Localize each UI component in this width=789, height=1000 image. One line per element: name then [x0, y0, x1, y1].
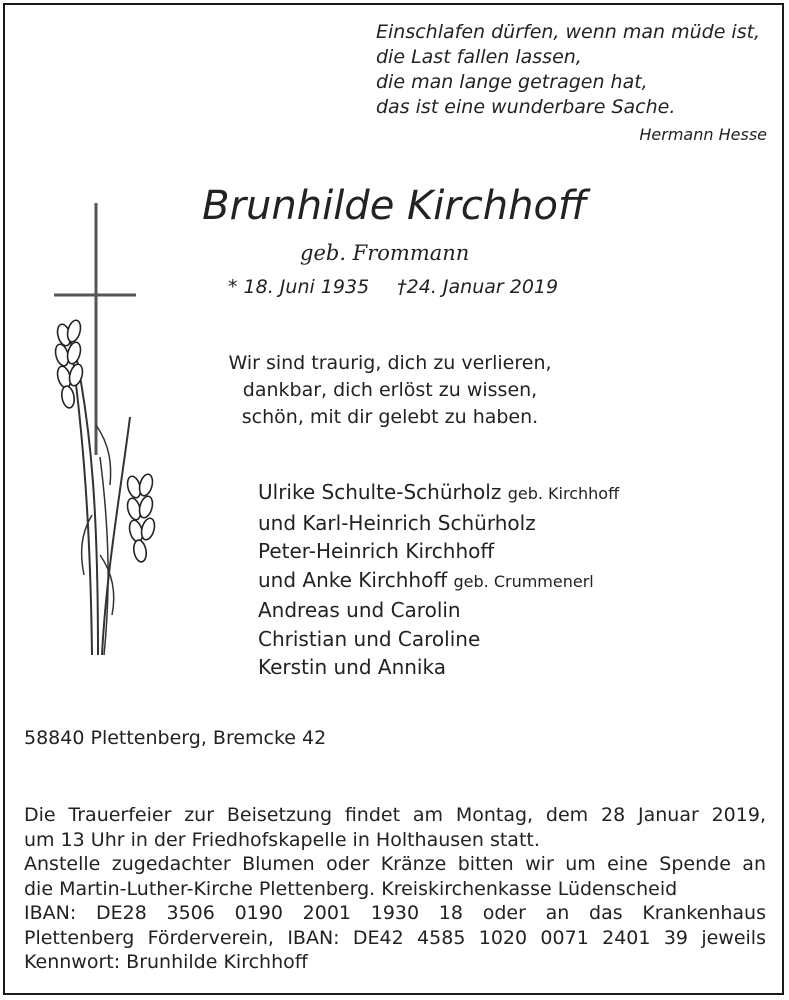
address: 58840 Plettenberg, Bremcke 42 — [24, 727, 327, 749]
motto-line: schön, mit dir gelebt zu haben. — [241, 406, 539, 428]
quote-line: die man lange getragen hat, — [376, 71, 648, 93]
motto-line: dankbar, dich erlöst zu wissen, — [242, 379, 538, 401]
notice-line: IBAN: DE28 3506 0190 2001 1930 18 oder an das Krankenhaus — [24, 902, 766, 924]
birth-name: geb. Frommann — [300, 241, 470, 265]
notice-line: die Martin-Luther-Kirche Plettenberg. Kreiskirchenkasse Lüdenscheid — [24, 877, 678, 900]
mourners-list — [258, 478, 619, 682]
mourner: Peter-Heinrich Kirchhoff — [258, 539, 495, 563]
life-dates — [228, 276, 558, 298]
quote-line: Einschlafen dürfen, wenn man müde ist, — [376, 21, 761, 43]
mourner-note: geb. Crummenerl — [453, 571, 594, 591]
birth-date: * 18. Juni 1935 — [228, 276, 370, 298]
notice-line: Anstelle zugedachter Blumen oder Kränze bitten wir um eine Spende an — [24, 853, 766, 875]
motto-line: Wir sind traurig, dich zu verlieren, — [228, 352, 552, 374]
deceased-name-text: Brunhilde Kirchhoff — [202, 183, 587, 229]
quote-line: die Last fallen lassen, — [376, 46, 582, 68]
quote-author: Hermann Hesse — [639, 125, 767, 144]
mourner: Kerstin und Annika — [258, 655, 446, 679]
mourner: Christian und Caroline — [258, 626, 481, 651]
quote-line: das ist eine wunderbare Sache. — [376, 96, 676, 118]
mourner-note: geb. Kirchhoff — [507, 484, 620, 503]
death-date: †24. Januar 2019 — [397, 276, 559, 298]
mourner: und Anke Kirchhoff geb. Crummenerl — [258, 567, 594, 592]
motto — [190, 350, 590, 431]
notice-line: Plettenberg Förderverein, IBAN: DE42 4585 1020 0071 2401 39 jeweils — [24, 926, 766, 949]
notice-line: Kennwort: Brunhilde Kirchhoff — [24, 951, 308, 973]
notice-line: Die Trauerfeier zur Beisetzung findet am Montag, dem 28 Januar 2019, — [24, 804, 766, 826]
funeral-notice — [24, 803, 766, 975]
mourner: Ulrike Schulte-Schürholz geb. Kirchhoff — [258, 480, 620, 504]
hesse-quote — [376, 20, 776, 120]
mourner: und Karl-Heinrich Schürholz — [258, 510, 536, 535]
notice-line: um 13 Uhr in der Friedhofskapelle in Holthausen statt. — [24, 828, 540, 851]
cross-with-wheat-icon — [40, 195, 170, 665]
mourner: Andreas und Carolin — [258, 598, 461, 622]
